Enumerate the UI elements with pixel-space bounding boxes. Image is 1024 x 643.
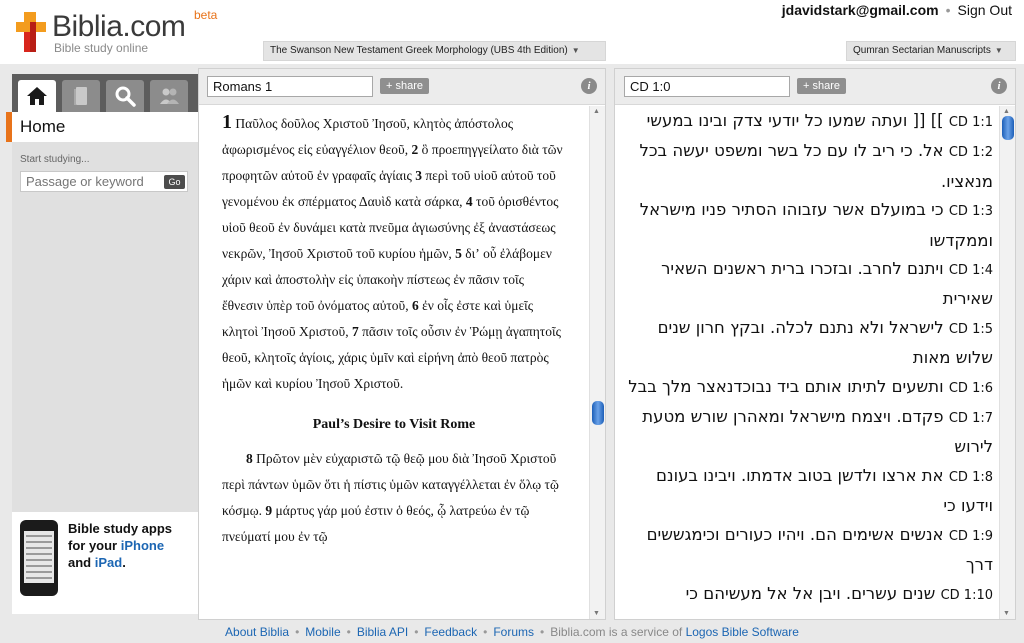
verse-number: 8 bbox=[246, 451, 253, 466]
iphone-link[interactable]: iPhone bbox=[120, 538, 165, 553]
footer-link-forums[interactable]: Forums bbox=[493, 625, 534, 639]
verse-text: ]] [[ ועתה שמעו כל יודעי צדק ובינו במעשי bbox=[646, 111, 949, 130]
footer-separator: • bbox=[539, 625, 545, 639]
right-share-button[interactable]: + share bbox=[797, 78, 846, 94]
footer-separator: • bbox=[346, 625, 351, 639]
footer-link-api[interactable]: Biblia API bbox=[356, 625, 409, 639]
beta-label: beta bbox=[194, 8, 218, 22]
footer-link-feedback[interactable]: Feedback bbox=[424, 625, 478, 639]
tab-search[interactable] bbox=[106, 80, 144, 112]
verse-ref: CD 1:1 bbox=[948, 115, 993, 130]
right-panel-toolbar bbox=[615, 69, 1015, 105]
scroll-up-icon[interactable]: ▲ bbox=[1003, 108, 1010, 115]
verse-text: διʼ οὗ ἐλάβομεν χάριν καὶ ἀποστολὴν εἰς ὑπακοὴν πίστεως ἐν πᾶσιν τοῖς ἔθνεσιν ὑπὲρ τοῦ ὀνόματος αὐτοῦ, bbox=[222, 246, 552, 313]
verse-text: μάρτυς γάρ μού ἐστιν ὁ θεός, ᾧ λατρεύω ἐν τῷ πνεύματί μου ἐν τῷ bbox=[222, 503, 530, 544]
home-nav-item[interactable] bbox=[12, 112, 198, 142]
verse-text: אנשים אשימים הם. ויהיו כעורים וכימגששים דרך bbox=[646, 524, 993, 575]
left-reading-panel bbox=[198, 68, 606, 620]
book-icon bbox=[70, 85, 92, 107]
right-resource-selector[interactable] bbox=[846, 41, 1016, 61]
paragraph-1 bbox=[222, 109, 566, 397]
verse-text: ὃ προεπηγγείλατο διὰ τῶν προφητῶν αὐτοῦ ἐν γραφαῖς ἁγίαις bbox=[222, 142, 563, 183]
promo-text bbox=[68, 520, 196, 571]
verse-text: περὶ τοῦ υἱοῦ αὐτοῦ τοῦ γενομένου ἐκ σπέρματος Δαυὶδ κατὰ σάρκα, bbox=[222, 168, 556, 209]
right-scroll-thumb[interactable] bbox=[1002, 116, 1014, 140]
left-resource-label: The Swanson New Testament Greek Morphology (UBS 4th Edition) bbox=[270, 45, 568, 56]
passage-search-box bbox=[20, 171, 188, 192]
verse-text: τοῦ ὁρισθέντος υἱοῦ θεοῦ ἐν δυνάμει κατὰ πνεῦμα ἁγιωσύνης ἐξ ἀναστάσεως νεκρῶν, Ἰησοῦ Χριστοῦ τοῦ κυρίου ἡμῶν, bbox=[222, 194, 559, 261]
right-resource-label: Qumran Sectarian Manuscripts bbox=[853, 45, 991, 56]
home-label: Home bbox=[20, 117, 66, 136]
footer-separator: • bbox=[295, 625, 300, 639]
footer-separator: • bbox=[414, 625, 419, 639]
mobile-apps-promo[interactable] bbox=[12, 512, 198, 614]
verse-text: πᾶσιν τοῖς οὖσιν ἐν Ῥώμῃ ἀγαπητοῖς θεοῦ, κλητοῖς ἁγίοις, χάρις ὑμῖν καὶ εἰρήνη ἀπὸ θεοῦ πατρὸς ἡμῶν καὶ κυρίου Ἰησοῦ Χριστοῦ. bbox=[222, 324, 561, 391]
scroll-up-icon[interactable]: ▲ bbox=[593, 108, 600, 115]
biblia-logo[interactable] bbox=[14, 8, 224, 58]
promo-line-1: Bible study apps bbox=[68, 521, 173, 536]
footer-link-mobile[interactable]: Mobile bbox=[305, 625, 341, 639]
promo-line-3-text: and bbox=[68, 555, 95, 570]
verse-text: ἐν οἷς ἐστε καὶ ὑμεῖς κλητοὶ Ἰησοῦ Χριστοῦ, bbox=[222, 298, 534, 339]
sidebar bbox=[12, 74, 198, 614]
left-share-button[interactable]: + share bbox=[380, 78, 429, 94]
phone-screen bbox=[24, 531, 54, 583]
left-resource-selector[interactable] bbox=[263, 41, 606, 61]
left-info-icon[interactable]: i bbox=[581, 78, 597, 94]
verse-text: כי במועלם אשר עזבוהו הסתיר פניו מישראל וממקדשו bbox=[639, 200, 993, 250]
right-reference-input[interactable] bbox=[624, 76, 790, 97]
separator-dot: • bbox=[945, 2, 951, 18]
hebrew-text bbox=[625, 107, 993, 610]
verse-number: 1 bbox=[222, 111, 232, 133]
verse-text: Πρῶτον μὲν εὐχαριστῶ τῷ θεῷ μου διὰ Ἰησοῦ Χριστοῦ περὶ πάντων ὑμῶν ὅτι ἡ πίστις ὑμῶν καταγγέλλεται ἐν ὅλῳ τῷ κόσμῳ. bbox=[222, 451, 559, 518]
verse-text: את ארצו ולדשן בטוב אדמתו. ויבינו בעונם וידעו כי bbox=[656, 465, 993, 516]
footer bbox=[0, 622, 1024, 643]
brand-tagline: Bible study online bbox=[54, 41, 149, 55]
left-scroll-thumb[interactable] bbox=[592, 401, 604, 425]
chevron-down-icon: ▼ bbox=[994, 46, 1003, 55]
account-area bbox=[782, 2, 1012, 18]
verse-ref: CD 1:9 bbox=[948, 528, 993, 544]
verse-ref: CD 1:5 bbox=[948, 321, 993, 337]
verse-text: אל. כי ריב לו עם כל בשר ומשפט יעשה בכל מנאציו. bbox=[639, 141, 993, 191]
promo-line-2-text: for your bbox=[68, 538, 121, 553]
right-scrollbar[interactable] bbox=[999, 106, 1015, 619]
footer-link-about[interactable]: About Biblia bbox=[225, 625, 290, 639]
tab-home[interactable] bbox=[18, 80, 56, 112]
search-icon bbox=[114, 85, 136, 107]
verse-number: 3 bbox=[415, 168, 422, 183]
verse-number: 6 bbox=[412, 298, 419, 313]
verse-ref: CD 1:3 bbox=[948, 204, 993, 220]
verse-text: ויתנם לחרב. ובזכרו ברית ראשנים השאיר שאירית bbox=[661, 259, 993, 309]
passage-search-input[interactable] bbox=[21, 172, 161, 191]
verse-ref: CD 1:7 bbox=[948, 411, 993, 427]
ipad-link[interactable]: iPad bbox=[94, 555, 123, 570]
bookmark-logo-icon bbox=[16, 12, 46, 52]
right-reading-panel bbox=[614, 68, 1016, 620]
verse-number: 5 bbox=[455, 246, 462, 261]
sign-out-link[interactable]: Sign Out bbox=[957, 2, 1012, 18]
verse-text: שנים עשרים. ויבן אל אל מעשיהם כי bbox=[685, 583, 941, 603]
left-reference-input[interactable] bbox=[207, 76, 373, 97]
verse-number: 4 bbox=[465, 194, 473, 209]
sidebar-tabs bbox=[12, 74, 198, 112]
right-info-icon[interactable]: i bbox=[991, 78, 1007, 94]
verse-text: לישראל ולא נתנם לכלה. ובקץ חרון שנים שלוש מאות bbox=[657, 317, 993, 368]
promo-period: . bbox=[122, 555, 126, 570]
chevron-down-icon: ▼ bbox=[571, 46, 580, 55]
verse-text: Παῦλος δοῦλος Χριστοῦ Ἰησοῦ, κλητὸς ἀπόστολος ἀφωρισμένος εἰς εὐαγγέλιον θεοῦ, bbox=[222, 116, 514, 157]
iphone-image bbox=[20, 520, 58, 596]
verse-ref: CD 1:8 bbox=[948, 469, 993, 485]
verse-ref: CD 1:6 bbox=[948, 380, 993, 396]
people-icon bbox=[158, 85, 180, 107]
verse-number: 7 bbox=[351, 324, 359, 339]
footer-separator: • bbox=[483, 625, 488, 639]
go-button[interactable]: Go bbox=[164, 175, 185, 189]
verse-ref: CD 1:2 bbox=[948, 145, 993, 161]
active-indicator bbox=[6, 112, 12, 142]
verse-number: 9 bbox=[265, 503, 273, 518]
verse-ref: CD 1:10 bbox=[940, 587, 993, 603]
left-scrollbar[interactable] bbox=[589, 106, 605, 619]
left-panel-toolbar bbox=[199, 69, 605, 105]
start-studying-label: Start studying... bbox=[20, 154, 90, 165]
brand-name: Biblia.com bbox=[52, 10, 186, 43]
tab-library[interactable] bbox=[62, 80, 100, 112]
tab-community[interactable] bbox=[150, 80, 188, 112]
scroll-down-icon[interactable]: ▼ bbox=[1003, 610, 1010, 617]
section-heading: Paul’s Desire to Visit Rome bbox=[312, 417, 476, 432]
greek-text bbox=[222, 109, 566, 550]
verse-text: פקדם. ויצמח מישראל ומאהרן שורש מטעת לירוש bbox=[642, 407, 993, 457]
verse-number: 2 bbox=[411, 142, 419, 157]
promo-line-2 bbox=[68, 537, 196, 554]
verse-text: ותשעים לתיתו אותם ביד נבוכדנאצר מלך בבל bbox=[628, 376, 949, 396]
promo-line-3 bbox=[68, 554, 196, 571]
paragraph-2 bbox=[222, 446, 566, 550]
home-icon bbox=[26, 85, 48, 107]
footer-service-text: Biblia.com is a service of bbox=[550, 625, 686, 639]
user-email[interactable]: jdavidstark@gmail.com bbox=[781, 2, 939, 18]
footer-link-logos[interactable]: Logos Bible Software bbox=[685, 625, 799, 639]
verse-ref: CD 1:4 bbox=[948, 263, 993, 279]
scroll-down-icon[interactable]: ▼ bbox=[593, 610, 600, 617]
